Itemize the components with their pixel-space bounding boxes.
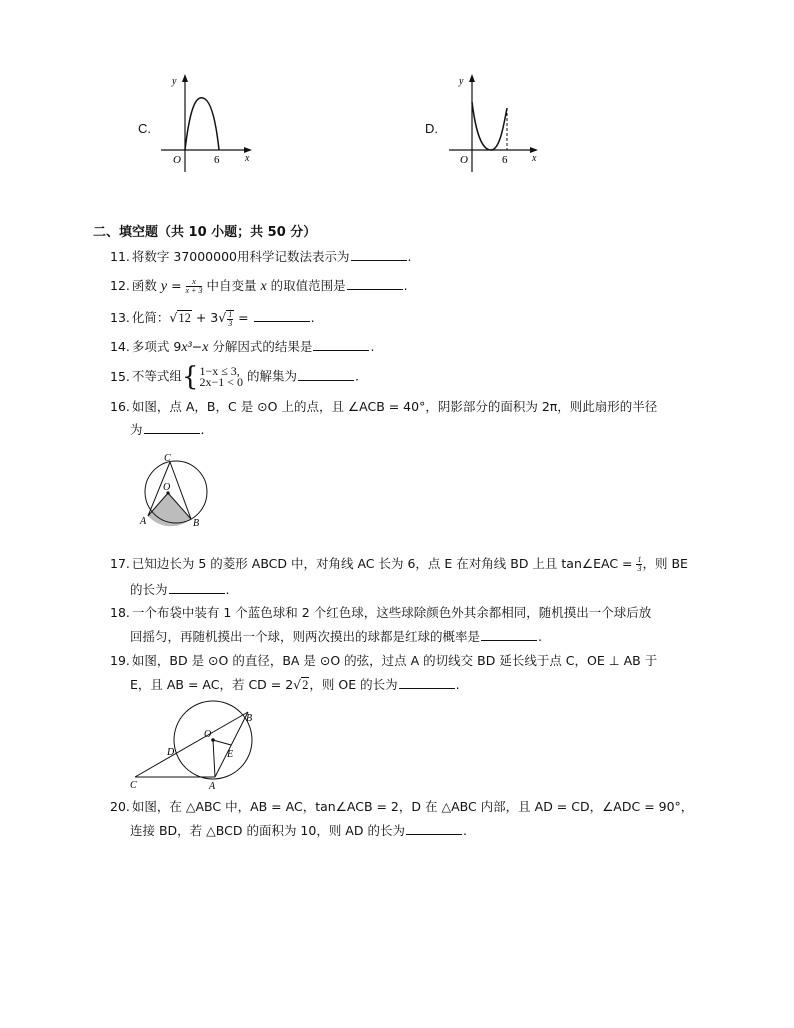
radicand: 2 [302,678,309,692]
graph-d-origin: O [460,154,468,166]
question-12 [110,275,408,297]
graph-c-y-arrow [182,74,188,82]
question-13 [110,307,315,329]
question-text: 分解因式的结果是 [208,339,313,354]
question-text: 的解集为 [243,368,297,384]
question-number: 11. [110,249,130,264]
question-11 [110,246,411,267]
fraction: $\frac{1}{3}$ [637,555,642,573]
label-a: A [140,516,147,527]
label-b: B [193,518,200,529]
period: . [403,278,408,293]
question-text: 多项式 9 [131,339,182,354]
period: . [310,310,315,325]
question-16 [110,396,657,417]
graph-c-x-label: x [245,153,250,164]
question-number: 18. [110,605,130,620]
fraction: $\frac{1}{3}$ [228,309,233,328]
period: . [370,339,375,354]
graph-d-x-label: x [532,153,537,164]
question-text: 不等式组 [131,368,182,384]
question-19-cont [130,674,460,696]
period: . [538,629,542,644]
graph-d-y-arrow [469,74,475,82]
center-point [211,738,215,742]
segment-oe [213,740,231,745]
question-text: + 3√ [191,310,227,325]
question-text: 已知边长为 5 的菱形 ABCD 中，对角线 AC 长为 6，点 E 在对角线 BD 上且 tan∠EAC = [131,556,637,571]
question-number: 13. [110,310,130,325]
label-o: O [163,482,171,493]
question-18-cont [130,626,542,647]
label-a: A [209,781,216,792]
period: . [407,249,412,264]
answer-blank[interactable] [351,248,407,261]
label-o: O [204,729,212,740]
period: . [354,368,359,384]
question-17-cont [130,579,230,600]
period: . [225,582,230,597]
question-text: 的长为 [130,582,168,597]
label-c: C [164,453,171,464]
period: . [462,823,467,838]
radicand: 12 [178,311,191,325]
answer-blank[interactable] [254,309,310,322]
graph-d-curve [472,102,507,150]
option-c-label: C. [138,121,151,136]
question-text: = [234,310,253,325]
minus: − [191,339,203,354]
question-text: 的取值范围是 [266,278,346,293]
graph-c-curve [185,98,219,150]
section-heading: 二、填空题（共 10 小题；共 50 分） [93,225,317,240]
question-text: 化简：√ [131,310,178,325]
label-c: C [130,780,137,791]
question-text: 如图，BD 是 ⊙O 的直径，BA 是 ⊙O 的弦，过点 A 的切线交 BD 延长线于点 C，OE ⊥ AB 于 [131,653,658,668]
question-number: 16. [110,399,130,414]
question-19 [110,650,657,671]
question-14 [110,336,374,358]
inequality-row-1: 1−x ≤ 3, [199,364,240,378]
var-y: y [160,279,168,294]
graph-d [445,72,550,177]
var-x: x [260,279,267,294]
question-text: ，则 OE 的长为 [309,677,398,692]
answer-blank[interactable] [313,338,369,351]
question-text: E，且 AB = AC，若 CD = 2√ [130,677,302,692]
question-15 [110,364,359,390]
question-text: 为 [130,422,143,437]
var-x-cubed: x³ [181,340,192,355]
fraction: $\frac{x}{x + 3}$ [185,277,203,295]
label-b: B [246,713,253,724]
answer-blank[interactable] [481,628,537,641]
figure-16 [138,452,218,534]
label-d: D [167,747,175,758]
question-number: 19. [110,653,130,668]
question-16-cont [130,419,205,440]
question-20-cont [130,820,467,841]
var-x: x [202,340,209,355]
period: . [455,677,460,692]
period: . [200,422,205,437]
question-text: ，则 BE [642,556,688,571]
answer-blank[interactable] [169,581,225,594]
question-18 [110,602,651,623]
label-e: E [227,749,234,760]
question-text: 回摇匀，再随机摸出一个球，则两次摸出的球都是红球的概率是 [130,629,481,644]
question-text: 函数 [131,278,157,293]
question-text: 一个布袋中装有 1 个蓝色球和 2 个红色球，这些球除颜色外其余都相同，随机摸出一个球后放 [131,605,652,620]
question-number: 20. [110,799,130,814]
graph-c-y-label: y [172,76,177,87]
question-text: 如图，点 A，B，C 是 ⊙O 上的点，且 ∠ACB = 40°，阴影部分的面积为 2π，则此扇形的半径 [131,399,658,414]
question-number: 17. [110,556,130,571]
question-number: 12. [110,278,130,293]
question-text: 连接 BD，若 △BCD 的面积为 10，则 AD 的长为 [130,823,405,838]
graph-d-tick-6: 6 [502,154,508,166]
question-text: 中自变量 [202,278,261,293]
graph-c [155,72,260,177]
inequality-system: { 1−x ≤ 3, 2x−1 < 0 [181,362,243,392]
inequality-row-2: 2x−1 < 0 [199,375,243,389]
question-20 [110,796,693,817]
question-17 [110,553,688,574]
equals: = [167,278,186,293]
answer-blank[interactable] [399,676,455,689]
answer-blank[interactable] [406,822,462,835]
radius-oa [213,740,215,777]
answer-blank[interactable] [298,368,354,381]
question-number: 14. [110,339,130,354]
answer-blank[interactable] [347,277,403,290]
question-text: 如图，在 △ABC 中，AB = AC，tan∠ACB = 2，D 在 △ABC 内部，且 AD = CD，∠ADC = 90°， [131,799,694,814]
question-number: 15. [110,368,130,384]
option-d-label: D. [425,121,438,136]
graph-d-y-label: y [459,76,464,87]
question-text: 将数字 37000000用科学记数法表示为 [131,249,350,264]
graph-c-tick-6: 6 [214,154,220,166]
graph-c-origin: O [173,154,181,166]
answer-blank[interactable] [144,421,200,434]
figure-19 [125,700,265,795]
